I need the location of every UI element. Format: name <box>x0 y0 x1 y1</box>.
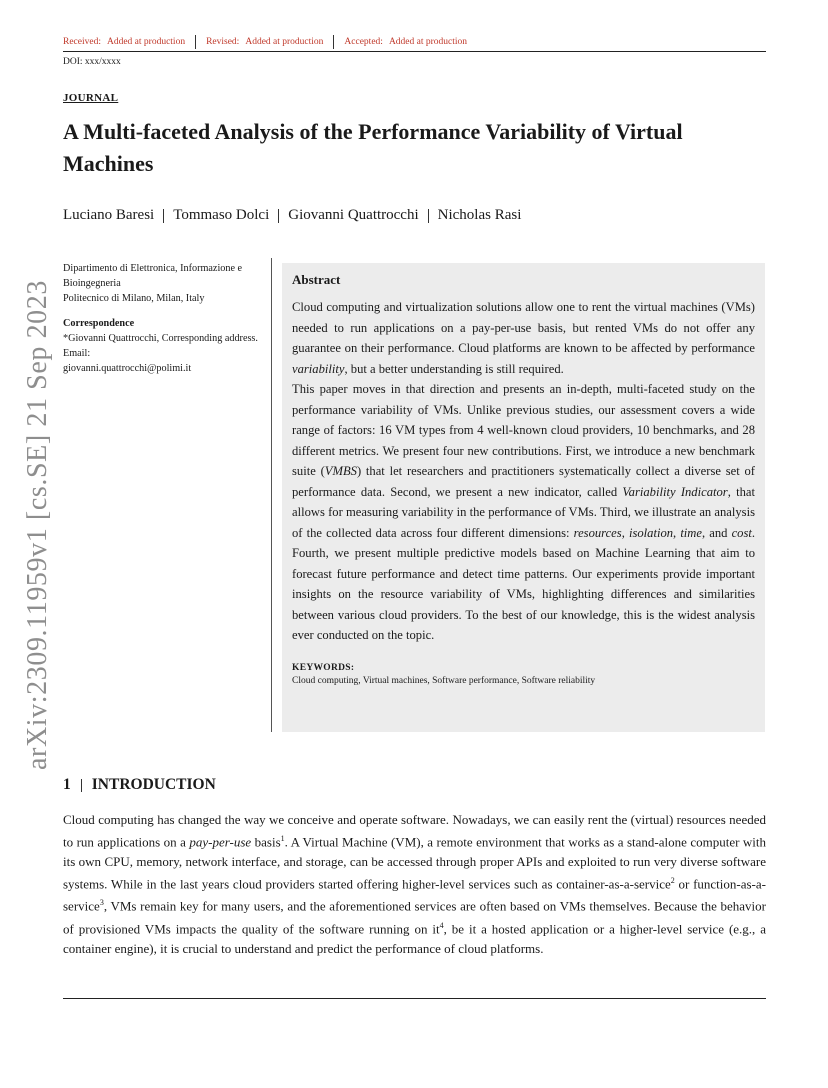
author-name: Tommaso Dolci <box>173 207 270 223</box>
keywords-heading: KEYWORDS: <box>292 662 355 673</box>
section-title: INTRODUCTION <box>91 776 216 793</box>
doi: DOI: xxx/xxxx <box>63 57 121 67</box>
author-separator <box>163 209 164 223</box>
received-value: Added at production <box>106 37 186 47</box>
history-separator <box>333 35 334 49</box>
author-separator <box>428 209 429 223</box>
arxiv-watermark: arXiv:2309.11959v1 [cs.SE] 21 Sep 2023 <box>22 280 53 770</box>
correspondence-email: giovanni.quattrocchi@polimi.it <box>63 363 192 374</box>
column-divider <box>271 258 272 732</box>
correspondence-heading: Correspondence <box>63 318 135 329</box>
author-separator <box>278 209 279 223</box>
abstract-heading: Abstract <box>292 272 341 287</box>
author-name: Giovanni Quattrocchi <box>288 207 419 223</box>
paper-title: A Multi-faceted Analysis of the Performance Variability of Virtual Machines <box>63 119 683 176</box>
author-name: Luciano Baresi <box>63 207 155 223</box>
footer-rule <box>63 998 766 999</box>
header-rule <box>63 51 766 52</box>
accepted-label: Accepted: <box>344 37 383 47</box>
footnote-ref[interactable]: 1 <box>280 834 285 844</box>
revised-value: Added at production <box>245 37 324 47</box>
side-column <box>63 261 265 376</box>
history-separator <box>195 35 196 49</box>
abstract-paragraph: Cloud computing and virtualization solutions allow one to rent the virtual machines (VMs) needed to run applications on a pay-per-use basis, but rented VMs do not offer any guarantee on their performance. Cloud platforms are known to be affected by performance variability, but a better understanding is still required. <box>292 300 755 376</box>
abstract-paragraph: This paper moves in that direction and presents an in-depth, multi-faceted study on the performance variability of VMs. Unlike previous studies, our assessment covers a wide range of factors: 16 VM types from 4 well-known cloud providers, 10 benchmarks, and 28 different metrics. We present four new contributions. First, we introduce a new benchmark suite (VMBS) that let researchers and practitioners systematically collect a diverse set of performance data. Second, we present a new indicator, called Variability Indicator, that allows for measuring variability in the performance of VMs. Third, we illustrate an analysis of the collected data across four different dimensions: resources, isolation, time, and cost. Fourth, we present multiple predictive models based on Machine Learning that aim to forecast future performance and detect time patterns. Our experiments provide important insights on the resource variability of VMs, highlighting differences and similarities between various cloud providers. To the best of our knowledge, this is the widest analysis ever conducted on the topic. <box>292 382 756 642</box>
keywords: Cloud computing, Virtual machines, Software performance, Software reliability <box>292 675 596 686</box>
submission-history <box>63 35 467 49</box>
section-number: 1 <box>63 776 71 793</box>
author-name: Nicholas Rasi <box>437 207 522 223</box>
section-heading <box>63 776 216 794</box>
intro-paragraph: Cloud computing has changed the way we conceive and operate software. Nowadays, we can easily rent the (virtual) resources needed to run applications on a pay-per-use basis$^1$. A Virtual Machine (VM), a remote environment that works as a stand-alone computer with its own CPU, memory, network interface, and storage, can be accessed through proper APIs and exploited to run very diverse software systems. While in the last years cloud providers started offering higher-level services such as container-as-a-service$^2$ or function-as-a-service$^3$, VMs remain key for many users, and the aforementioned services are often based on VMs themselves. Because the behavior of provisioned VMs impacts the quality of the software running on $it^4$, be it a hosted application or a higher-level service (e.g., a container engine), it is crucial to understand and predict the performance of cloud platforms. <box>63 812 767 956</box>
accepted-value: Added at production <box>388 37 468 47</box>
footnote-ref[interactable]: 3 <box>99 898 104 908</box>
section-separator <box>81 779 82 792</box>
journal-label: JOURNAL <box>63 92 119 104</box>
footnote-ref[interactable]: 4 <box>439 921 444 930</box>
abstract-box <box>282 263 765 732</box>
affiliation-univ: Politecnico di Milano, Milan, Italy <box>63 293 205 304</box>
abstract-body <box>292 297 755 646</box>
revised-label: Revised: <box>206 37 240 47</box>
affiliation-dept: Dipartimento di Elettronica, Informazione e Bioingegneria <box>63 263 243 289</box>
received-label: Received: <box>63 37 101 47</box>
footnote-ref[interactable]: 2 <box>670 875 675 885</box>
author-list <box>63 207 521 224</box>
correspondence-name: *Giovanni Quattrocchi, Corresponding address. Email: <box>63 333 258 359</box>
